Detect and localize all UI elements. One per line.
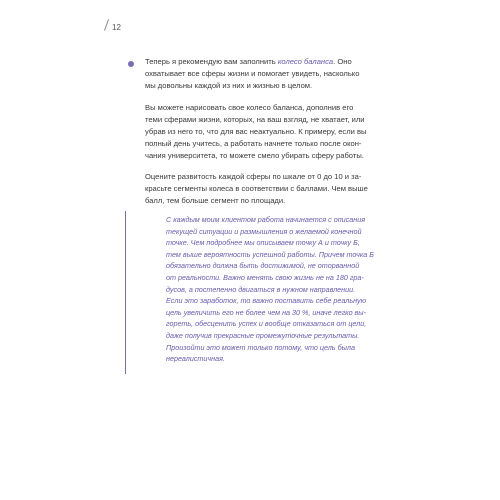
highlight-term: колесо баланса	[277, 57, 334, 66]
paragraph-line: чания университета, то можете смело убирать сферу работы.	[145, 151, 364, 160]
text-run: Теперь я рекомендую вам заполнить	[145, 57, 278, 66]
paragraph-wheel-intro	[145, 56, 395, 92]
quote-line: обязательно должна быть достижимой, не оторванной	[166, 261, 360, 271]
quote-block	[166, 214, 396, 365]
paragraph-custom-wheel	[145, 102, 395, 162]
paragraph-line: охватывает все сферы жизни и помогает увидеть, насколько	[145, 69, 360, 78]
paragraph-line: Вы можете нарисовать свое колесо баланса, дополнив его	[145, 103, 354, 112]
quote-line: Если это заработок, то важно поставить себе реальную	[166, 296, 367, 306]
bullet-icon	[128, 61, 134, 67]
paragraph-line: теми сферами жизни, которых, на ваш взгляд, не хватает, или	[145, 115, 365, 124]
quote-line: точке. Чем подробнее мы описываем точку А и точку Б,	[166, 238, 360, 248]
paragraph-line	[145, 56, 395, 68]
paragraph-line: балл, тем больше сегмент по площади.	[145, 196, 286, 205]
quote-line: тем выше вероятность успешной работы. Причем точка Б	[166, 249, 374, 259]
paragraph-line: убрав из него то, что для вас неактуально. К примеру, если вы	[145, 127, 367, 136]
quote-line: цель увеличить его не более чем на 30 %, иначе легко вы-	[166, 307, 366, 317]
quote-line: дусов, а постепенно двигаться в нужном направлении.	[166, 284, 356, 294]
paragraph-line: Оцените развитость каждой сферы по шкале от 0 до 10 и за-	[145, 172, 362, 181]
page-number	[104, 20, 121, 32]
quote-line: гореть, обесценить успех и вообще отказаться от цели,	[166, 319, 367, 329]
quote-line: от реальности. Важно менять свою жизнь не на 180 гра-	[166, 272, 364, 282]
quote-line: даже получив прекрасные промежуточные результаты.	[166, 330, 360, 340]
page-number-divider	[104, 20, 110, 30]
paragraph-line: мы довольны каждой из них и жизнью в целом.	[145, 81, 313, 90]
paragraph-line: красьте сегменты колеса в соответствии с баллами. Чем выше	[145, 184, 368, 193]
quote-line: Произойти это может только потому, что цель была	[166, 342, 355, 352]
paragraph-line: полный день учитесь, а работать начнете только после окон-	[145, 139, 362, 148]
page-number-text: 12	[112, 23, 121, 32]
quote-line: С каждым моим клиентом работа начинается с описания	[166, 215, 366, 224]
quote-line: текущей ситуации и размышления о желаемой конечной	[166, 226, 362, 236]
quote-line: нереалистичная.	[166, 354, 225, 364]
text-run: . Оно	[333, 57, 352, 66]
quote-divider	[125, 211, 126, 374]
paragraph-rating	[145, 171, 395, 207]
